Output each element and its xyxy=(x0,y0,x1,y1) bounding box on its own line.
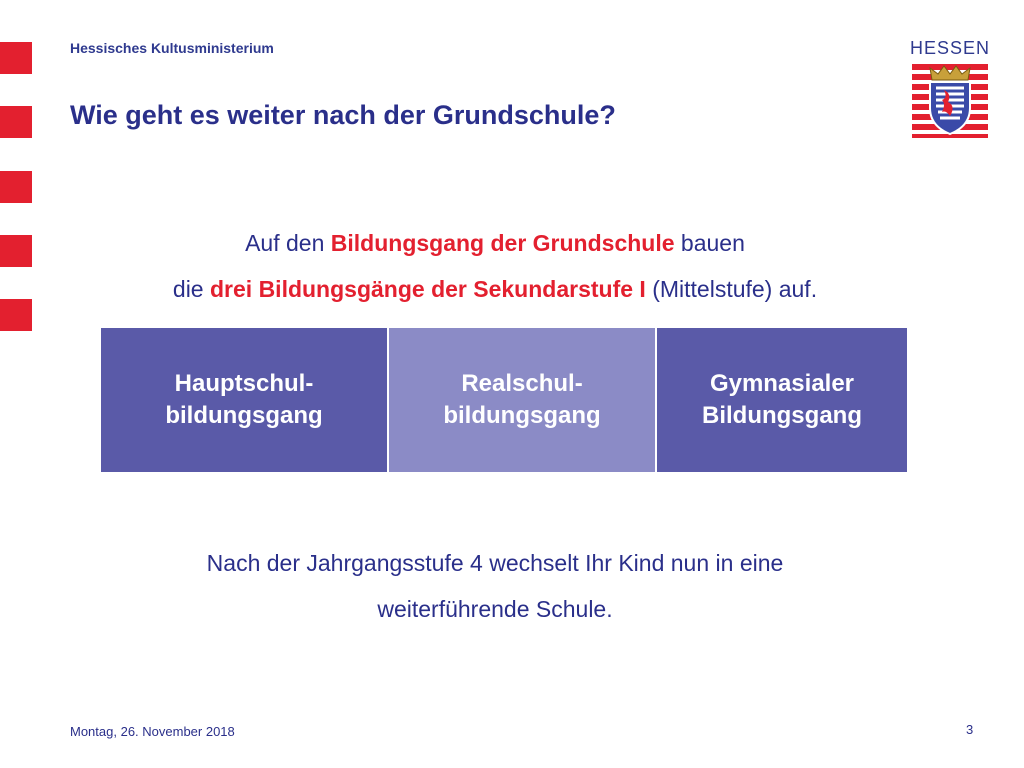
box-hauptschule-line1: Hauptschul- xyxy=(174,370,314,397)
page-number: 3 xyxy=(966,722,974,737)
intro-line-2 xyxy=(60,276,930,303)
box-realschule-line1: Realschul- xyxy=(461,370,583,397)
hessen-logo-text: HESSEN xyxy=(909,38,991,58)
hessen-coat-of-arms-icon xyxy=(908,60,992,140)
box-hauptschule-line2: bildungsgang xyxy=(165,402,323,429)
box-hauptschule xyxy=(101,328,389,472)
outro-line-1: Nach der Jahrgangsstufe 4 wechselt Ihr Kind nun in eine xyxy=(206,550,784,576)
ministry-name: Hessisches Kultusministerium xyxy=(70,40,274,56)
outro-line-2: weiterführende Schule. xyxy=(377,596,613,622)
education-paths xyxy=(101,328,907,472)
decor-bar-3 xyxy=(0,171,32,203)
intro-line-1-pre: Auf den xyxy=(245,230,331,256)
page-title: Wie geht es weiter nach der Grundschule? xyxy=(70,100,616,130)
intro-line-1-highlight: Bildungsgang der Grundschule xyxy=(330,230,675,256)
intro-line-2-pre: die xyxy=(172,276,210,302)
box-gymnasium-line2: Bildungsgang xyxy=(702,402,862,429)
hessen-logo xyxy=(908,38,992,138)
decor-bar-4 xyxy=(0,235,32,267)
box-gymnasium-line1: Gymnasialer xyxy=(709,370,855,397)
intro-line-1-post: bauen xyxy=(674,230,745,256)
decor-bar-1 xyxy=(0,42,32,74)
intro-line-2-highlight: drei Bildungsgänge der Sekundarstufe I xyxy=(210,276,646,302)
intro-line-2-post: (Mittelstufe) auf. xyxy=(645,276,818,302)
box-realschule-line2: bildungsgang xyxy=(443,402,601,429)
decor-bar-5 xyxy=(0,299,32,331)
footer-date: Montag, 26. November 2018 xyxy=(70,724,235,739)
intro-line-1 xyxy=(60,230,930,257)
box-gymnasium xyxy=(657,328,907,472)
decor-bar-2 xyxy=(0,106,32,138)
box-realschule xyxy=(389,328,657,472)
